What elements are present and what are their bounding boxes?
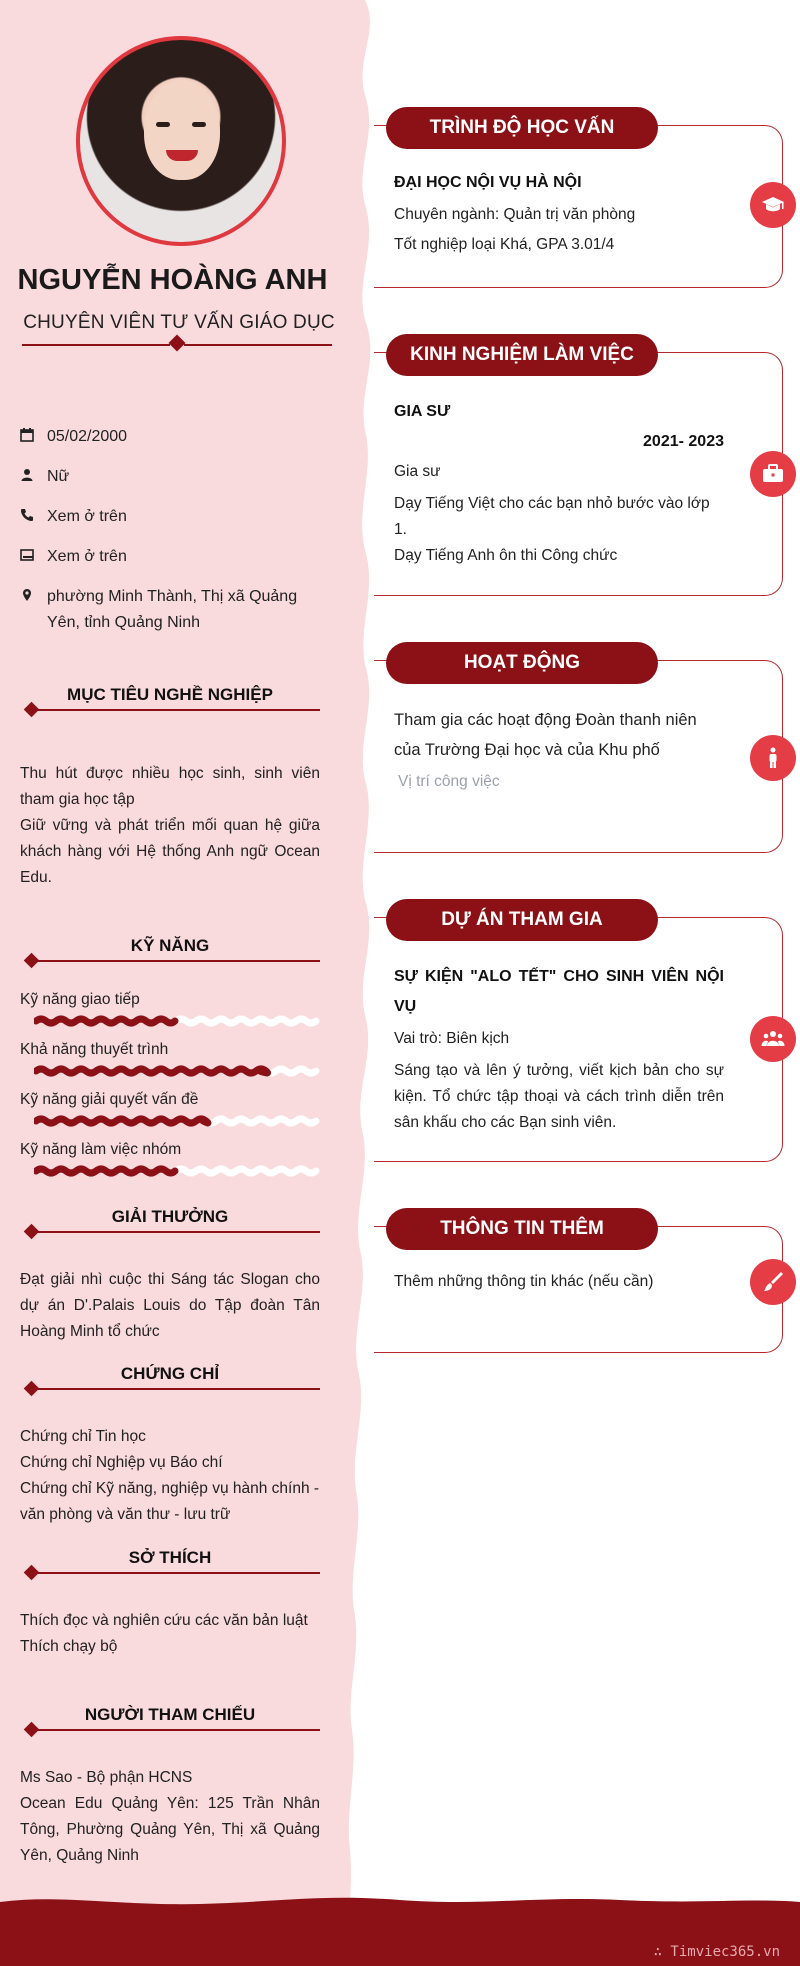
title-diamond <box>169 335 186 352</box>
hobbies-heading <box>20 1548 320 1586</box>
certificate-item: Chứng chỉ Kỹ năng, nghiệp vụ hành chính - văn phòng và văn thư - lưu trữ <box>20 1480 320 1523</box>
awards-text: Đạt giải nhì cuộc thi Sáng tác Slogan cho dự án D'.Palais Louis do Tập đoàn Tân Hoàng Minh tổ chức <box>20 1271 320 1340</box>
experience-section <box>374 352 783 596</box>
skill-item <box>20 1091 320 1131</box>
education-result: Tốt nghiệp loại Khá, GPA 3.01/4 <box>394 236 615 253</box>
skill-level-bar <box>34 1015 320 1027</box>
references-heading-label: NGƯỜI THAM CHIẾU <box>84 1705 256 1724</box>
paintbrush-icon <box>750 1259 796 1305</box>
objective-line-1: Thu hút được nhiều học sinh, sinh viên tham gia học tập <box>20 765 320 808</box>
person-icon <box>20 468 34 482</box>
reference-contact: Ms Sao - Bộ phận HCNS <box>20 1769 193 1786</box>
birthdate-text: 05/02/2000 <box>47 428 128 445</box>
skill-bar-fill <box>36 1019 175 1023</box>
briefcase-icon <box>750 451 796 497</box>
activities-section <box>374 660 783 853</box>
skill-level-bar <box>34 1165 320 1177</box>
hobbies-list <box>20 1608 320 1660</box>
title-divider-right <box>184 344 332 346</box>
people-group-icon <box>750 1016 796 1062</box>
project-description: Sáng tạo và lên ý tưởng, viết kịch bản cho sự kiện. Tổ chức tập thoại và cách trình diễn trên sân khấu cho các Bạn sinh viên. <box>394 1062 724 1131</box>
hobbies-heading-label: SỞ THÍCH <box>128 1548 212 1567</box>
job-title: CHUYÊN VIÊN TƯ VẤN GIÁO DỤC <box>23 312 335 333</box>
skill-item <box>20 1041 320 1081</box>
certificates-heading <box>20 1364 320 1402</box>
email-text: Xem ở trên <box>47 548 127 565</box>
hobby-item: Thích đọc và nghiên cứu các văn bản luật <box>20 1612 308 1629</box>
skill-level-bar <box>34 1115 320 1127</box>
education-major: Chuyên ngành: Quản trị văn phòng <box>394 206 636 223</box>
references-heading <box>20 1705 320 1743</box>
objective-line-2: Giữ vững và phát triển mối quan hệ giữa khách hàng với Hệ thống Anh ngữ Ocean Edu. <box>20 817 320 886</box>
activities-position-placeholder[interactable]: Vị trí công việc <box>398 773 500 790</box>
reference-address: Ocean Edu Quảng Yên: 125 Trần Nhân Tông, Phường Quảng Yên, Thị xã Quảng Yên, Quảng Ninh <box>20 1795 320 1864</box>
objective-text <box>20 761 320 891</box>
skill-bar-fill <box>36 1169 175 1173</box>
skills-heading <box>20 936 320 974</box>
contact-birthdate <box>20 424 320 450</box>
profile-photo <box>76 36 286 246</box>
skill-item <box>20 1141 320 1181</box>
experience-position: Gia sư <box>394 463 441 480</box>
skill-name: Kỹ năng giải quyết vấn đề <box>20 1091 199 1108</box>
certificates-list <box>20 1424 320 1528</box>
skill-bar-fill <box>36 1069 268 1073</box>
contact-gender <box>20 464 320 490</box>
extra-info-heading: THÔNG TIN THÊM <box>386 1208 658 1250</box>
awards-heading-label: GIẢI THƯỞNG <box>111 1207 229 1226</box>
activities-heading: HOẠT ĐỘNG <box>386 642 658 684</box>
email-icon <box>20 548 34 562</box>
hobby-item: Thích chạy bộ <box>20 1638 118 1655</box>
person-standing-icon <box>750 735 796 781</box>
projects-heading: DỰ ÁN THAM GIA <box>386 899 658 941</box>
experience-line: Dạy Tiếng Việt cho các bạn nhỏ bước vào lớp 1. <box>394 495 710 538</box>
education-school: ĐẠI HỌC NỘI VỤ HÀ NỘI <box>394 174 582 191</box>
certificate-item: Chứng chỉ Tin học <box>20 1428 146 1445</box>
objective-heading <box>20 685 320 723</box>
skill-level-bar <box>34 1065 320 1077</box>
contact-address <box>20 584 320 636</box>
skill-item <box>20 991 320 1031</box>
contact-email <box>20 544 320 570</box>
objective-heading-label: MỤC TIÊU NGHỀ NGHIỆP <box>67 685 273 704</box>
experience-period: 2021- 2023 <box>643 433 724 450</box>
skill-name: Kỹ năng giao tiếp <box>20 991 140 1008</box>
address-text: phường Minh Thành, Thị xã Quảng Yên, tỉnh Quảng Ninh <box>47 588 298 631</box>
project-role: Vai trò: Biên kịch <box>394 1030 510 1047</box>
contact-phone <box>20 504 320 530</box>
certificates-heading-label: CHỨNG CHỈ <box>120 1364 220 1383</box>
experience-heading: KINH NGHIỆM LÀM VIỆC <box>386 334 658 376</box>
projects-section <box>374 917 783 1162</box>
main-content <box>374 0 800 1966</box>
skill-name: Khả năng thuyết trình <box>20 1041 169 1058</box>
skill-name: Kỹ năng làm việc nhóm <box>20 1141 182 1158</box>
extra-info-text: Thêm những thông tin khác (nếu cần) <box>394 1273 654 1290</box>
sidebar <box>0 0 345 1966</box>
gender-text: Nữ <box>47 468 70 485</box>
location-icon <box>20 588 34 602</box>
experience-line: Dạy Tiếng Anh ôn thi Công chức <box>394 547 618 564</box>
skill-bar-fill <box>36 1119 208 1123</box>
education-section <box>374 125 783 288</box>
title-divider-left <box>22 344 170 346</box>
phone-icon <box>20 508 34 522</box>
experience-role: GIA SƯ <box>394 403 451 420</box>
skills-heading-label: KỸ NĂNG <box>130 936 210 955</box>
awards-heading <box>20 1207 320 1245</box>
project-name: SỰ KIỆN "ALO TẾT" CHO SINH VIÊN NỘI VỤ <box>394 968 724 1015</box>
phone-text: Xem ở trên <box>47 508 127 525</box>
candidate-name: NGUYỄN HOÀNG ANH <box>17 264 328 296</box>
graduation-cap-icon <box>750 182 796 228</box>
calendar-icon <box>20 428 34 442</box>
certificate-item: Chứng chỉ Nghiệp vụ Báo chí <box>20 1454 223 1471</box>
watermark: ∴ Timviec365.vn <box>653 1944 780 1960</box>
education-heading: TRÌNH ĐỘ HỌC VẤN <box>386 107 658 149</box>
references-text <box>20 1765 320 1869</box>
activities-text: Tham gia các hoạt động Đoàn thanh niên của Trường Đại học và của Khu phố <box>394 711 697 759</box>
